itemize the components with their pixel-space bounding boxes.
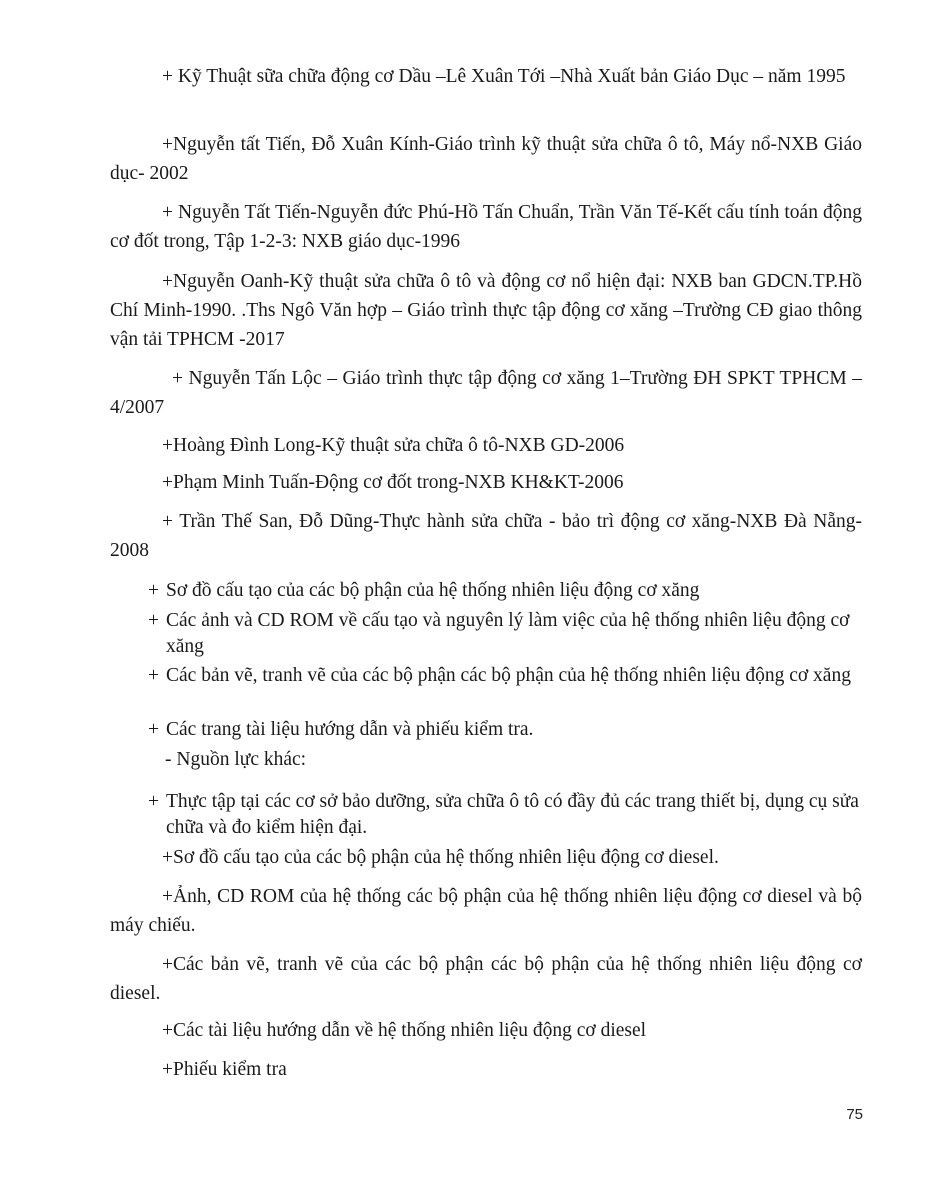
diesel-resource-item: +Phiếu kiểm tra [162, 1059, 287, 1080]
reference-item: +Phạm Minh Tuấn-Động cơ đốt trong-NXB KH&KT-2006 [162, 472, 624, 493]
resource-list-item [148, 789, 864, 841]
reference-item: +Nguyễn tất Tiến, Đỗ Xuân Kính-Giáo trình kỹ thuật sửa chữa ô tô, Máy nổ-NXB Giáo dục- 2002 [110, 134, 862, 184]
plus-marker: + [148, 665, 159, 686]
diesel-resource-item: +Sơ đồ cấu tạo của các bộ phận của hệ thống nhiên liệu động cơ diesel. [162, 847, 719, 868]
resource-list-item [148, 717, 864, 743]
resource-text: Các ảnh và CD ROM về cấu tạo và nguyên lý làm việc của hệ thống nhiên liệu động cơ xăng [166, 610, 850, 657]
plus-marker: + [148, 610, 159, 631]
reference-item: + Kỹ Thuật sữa chữa động cơ Dầu –Lê Xuân Tới –Nhà Xuất bản Giáo Dục – năm 1995 [162, 66, 846, 87]
plus-marker: + [148, 791, 159, 812]
resource-text: Sơ đồ cấu tạo của các bộ phận của hệ thống nhiên liệu động cơ xăng [166, 580, 700, 601]
reference-item: + Nguyễn Tấn Lộc – Giáo trình thực tập động cơ xăng 1–Trường ĐH SPKT TPHCM – 4/2007 [110, 368, 862, 418]
resource-text: Thực tập tại các cơ sở bảo dưỡng, sửa chữa ô tô có đầy đủ các trang thiết bị, dụng cụ sửa chữa và đo kiểm hiện đại. [166, 791, 859, 838]
diesel-resource-item: +Các bản vẽ, tranh vẽ của các bộ phận các bộ phận của hệ thống nhiên liệu động cơ diesel. [110, 954, 862, 1004]
resource-text: Các bản vẽ, tranh vẽ của các bộ phận các bộ phận của hệ thống nhiên liệu động cơ xăng [166, 665, 851, 686]
resource-text: Các trang tài liệu hướng dẫn và phiếu kiểm tra. [166, 719, 534, 740]
page-number: 75 [846, 1106, 863, 1123]
resource-list-item [148, 578, 864, 604]
diesel-resource-item: +Ảnh, CD ROM của hệ thống các bộ phận của hệ thống nhiên liệu động cơ diesel và bộ máy chiếu. [110, 886, 862, 936]
reference-item: + Nguyễn Tất Tiến-Nguyễn đức Phú-Hồ Tấn Chuẩn, Trần Văn Tế-Kết cấu tính toán động cơ đốt trong, Tập 1-2-3: NXB giáo dục-1996 [110, 202, 862, 252]
other-resources-label: - Nguồn lực khác: [165, 749, 307, 770]
diesel-resource-item: +Các tài liệu hướng dẫn về hệ thống nhiên liệu động cơ diesel [162, 1020, 647, 1041]
reference-item: +Nguyễn Oanh-Kỹ thuật sửa chữa ô tô và động cơ nổ hiện đại: NXB ban GDCN.TP.Hồ Chí Minh-1990. .Ths Ngô Văn hợp – Giáo trình thực tập động cơ xăng –Trường CĐ giao thông vận tải TPHCM -2017 [110, 271, 862, 350]
resource-list-item [148, 663, 864, 689]
plus-marker: + [148, 719, 159, 740]
reference-item: +Hoàng Đình Long-Kỹ thuật sửa chữa ô tô-NXB GD-2006 [162, 435, 625, 456]
plus-marker: + [148, 580, 159, 601]
reference-item: + Trần Thế San, Đỗ Dũng-Thực hành sửa chữa - bảo trì động cơ xăng-NXB Đà Nẵng-2008 [110, 511, 862, 561]
resource-list-item [148, 608, 864, 660]
